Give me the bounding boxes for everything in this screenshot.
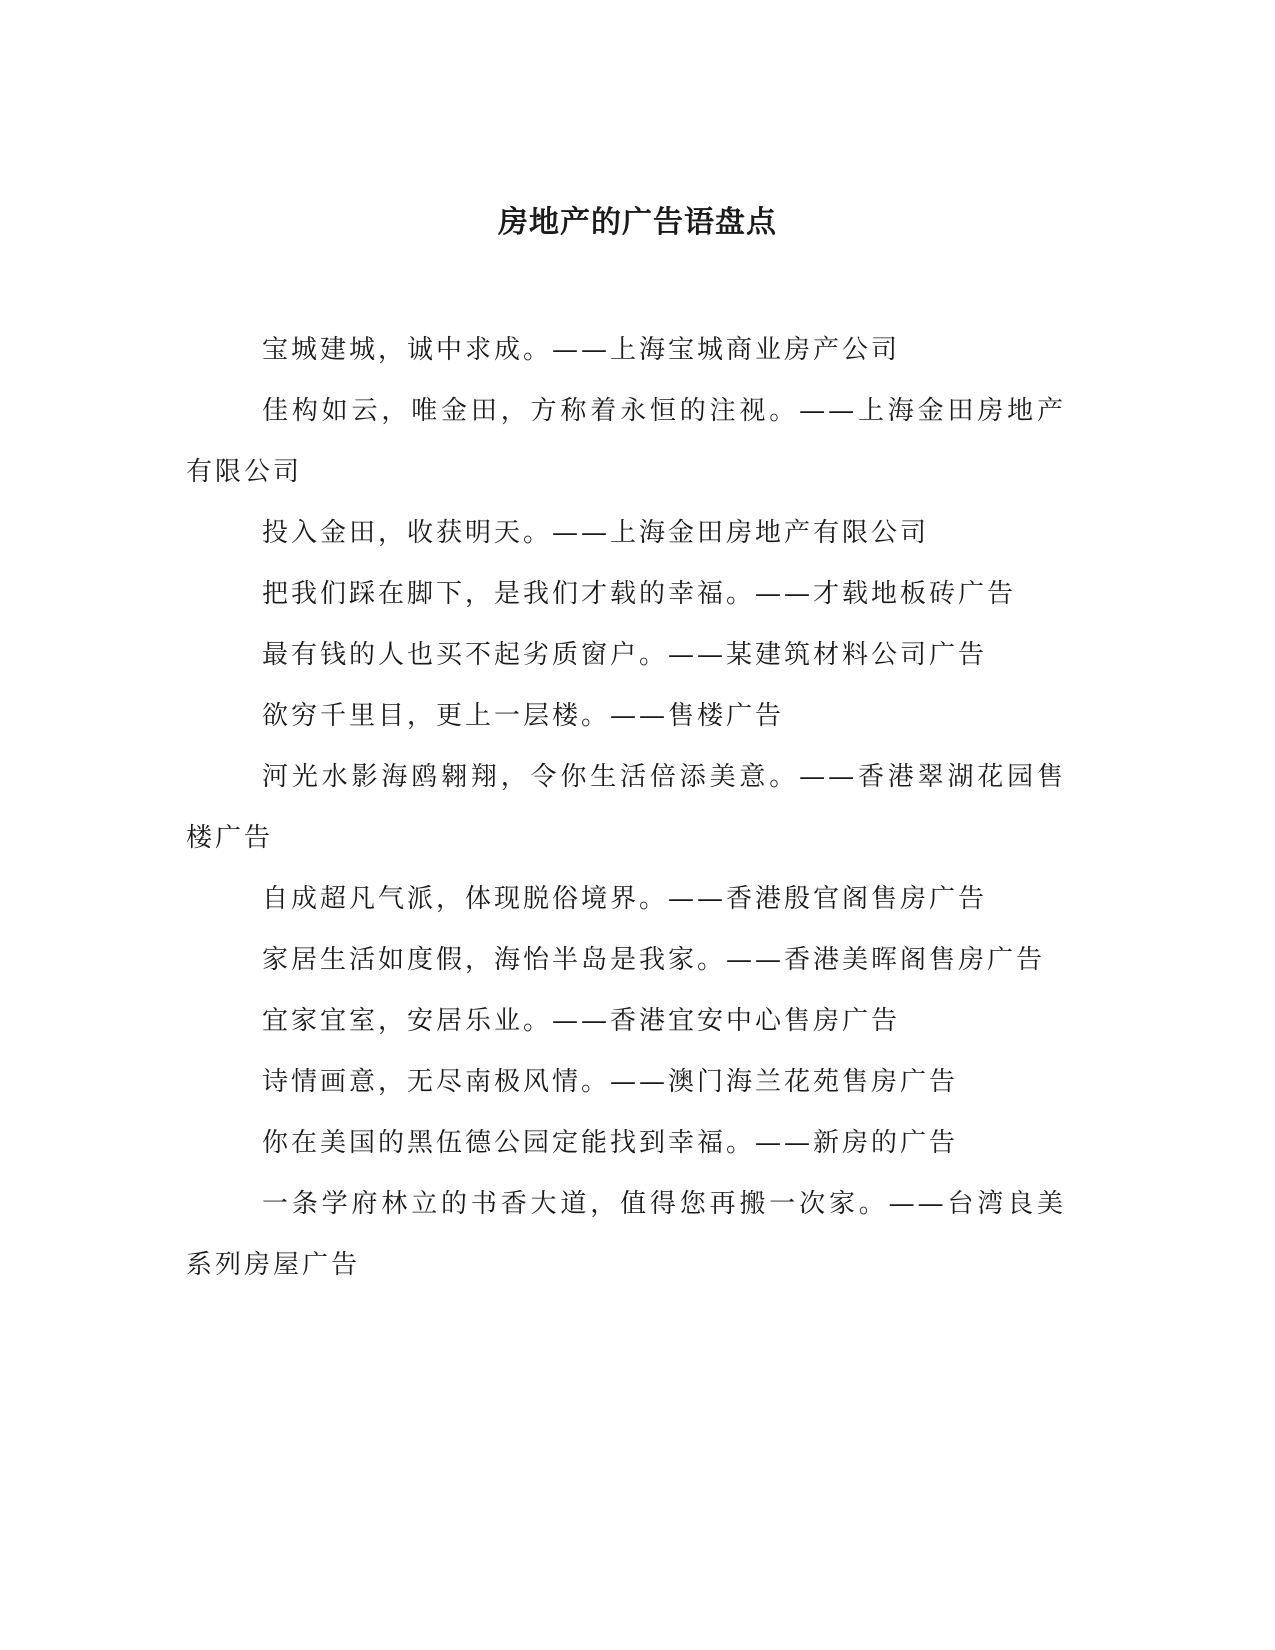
slogan-paragraph: 宜家宜室，安居乐业。——香港宜安中心售房广告 [262,1006,901,1036]
slogan-paragraph: 家居生活如度假，海怡半岛是我家。——香港美晖阁售房广告 [262,945,1046,975]
slogan-paragraph: 一条学府林立的书香大道，值得您再搬一次家。——台湾良美系列房屋广告 [186,1189,1066,1280]
slogan-paragraph: 宝城建城，诚中求成。——上海宝城商业房产公司 [262,335,901,365]
slogan-paragraph: 诗情画意，无尽南极风情。——澳门海兰花苑售房广告 [262,1067,959,1097]
slogan-paragraph: 投入金田，收获明天。——上海金田房地产有限公司 [262,518,930,548]
slogan-paragraph: 把我们踩在脚下，是我们才载的幸福。——才载地板砖广告 [262,579,1017,609]
document-body [186,320,1066,1296]
slogan-paragraph: 自成超凡气派，体现脱俗境界。——香港殷官阁售房广告 [262,884,988,914]
slogan-paragraph: 欲穷千里目，更上一层楼。——售楼广告 [262,701,785,731]
slogan-paragraph: 你在美国的黑伍德公园定能找到幸福。——新房的广告 [262,1128,959,1158]
document-title: 房地产的广告语盘点 [498,205,777,240]
slogan-paragraph: 佳构如云，唯金田，方称着永恒的注视。——上海金田房地产有限公司 [186,396,1066,487]
slogan-paragraph: 河光水影海鸥翱翔，令你生活倍添美意。——香港翠湖花园售楼广告 [186,762,1066,853]
slogan-paragraph: 最有钱的人也买不起劣质窗户。——某建筑材料公司广告 [262,640,988,670]
